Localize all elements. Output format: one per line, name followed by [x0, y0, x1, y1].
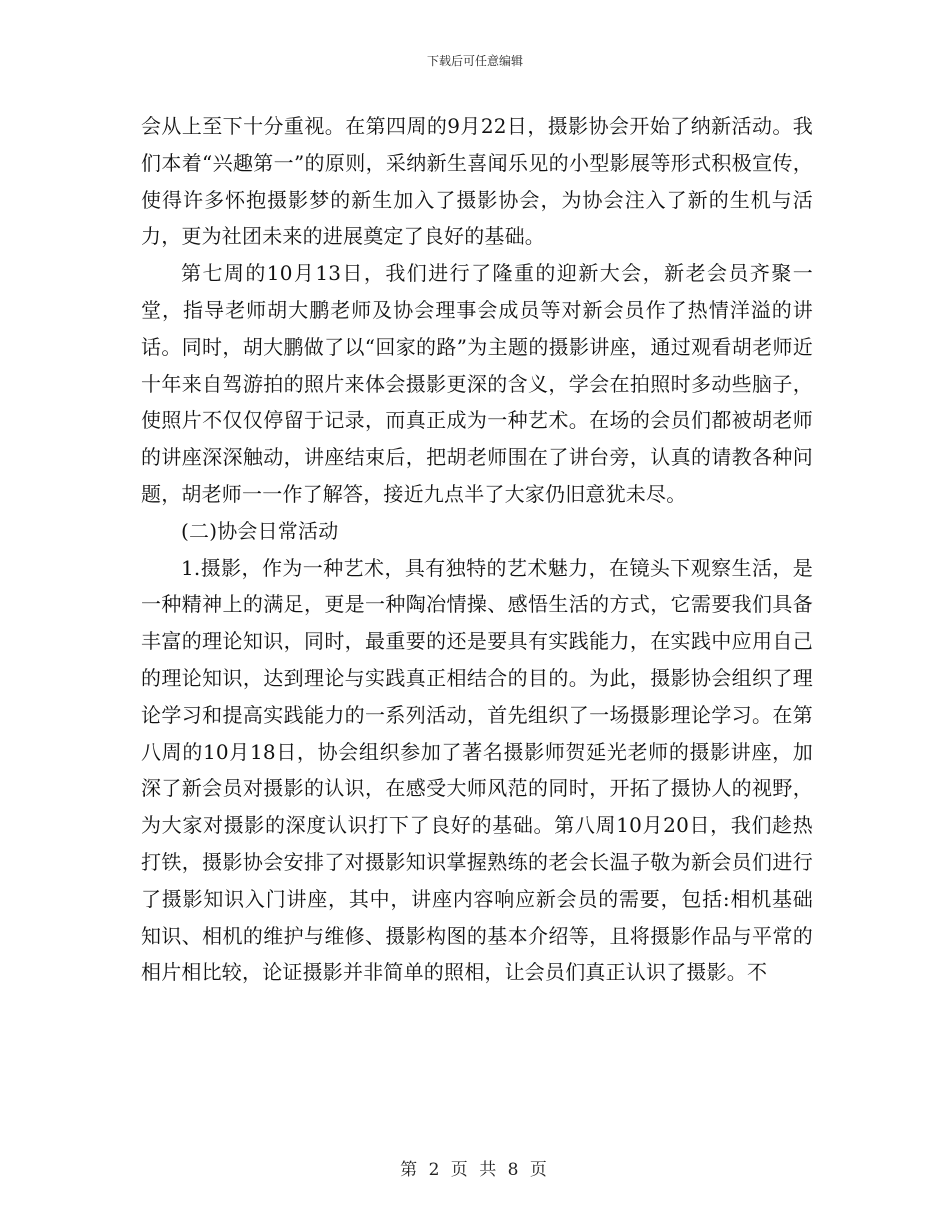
document-body — [141, 108, 813, 991]
section-heading-daily-activities: (二)协会日常活动 — [181, 518, 339, 543]
paragraph-photography-theory: 1.摄影，作为一种艺术，具有独特的艺术魅力，在镜头下观察生活，是一种精神上的满足，更是一种陶冶情操、感悟生活的方式，它需要我们具备丰富的理论知识，同时，最重要的还是要具有实践能力，在实践中应用自己的理论知识，达到理论与实践真正相结合的目的。为此，摄影协会组织了理论学习和提高实践能力的一系列活动，首先组织了一场摄影理论学习。在第八周的10月18日，协会组织参加了著名摄影师贺延光老师的摄影讲座，加深了新会员对摄影的认识，在感受大师风范的同时，开拓了摄协人的视野，为大家对摄影的深度认识打下了良好的基础。第八周10月20日，我们趁热打铁，摄影协会安排了对摄影知识掌握熟练的老会长温子敬为新会员们进行了摄影知识入门讲座，其中，讲座内容响应新会员的需要，包括:相机基础知识、相机的维护与维修、摄影构图的基本介绍等，且将摄影作品与平常的相片相比较，论证摄影并非简单的照相，让会员们真正认识了摄影。不 — [141, 555, 813, 985]
paragraph-recruitment: 会从上至下十分重视。在第四周的9月22日，摄影协会开始了纳新活动。我们本着“兴趣第一”的原则，采纳新生喜闻乐见的小型影展等形式积极宣传，使得许多怀抱摄影梦的新生加入了摄影协会，为协会注入了新的生机与活力，更为社团未来的进展奠定了良好的基础。 — [141, 114, 813, 249]
page-header-note: 下载后可任意编辑 — [426, 54, 523, 68]
page-number-footer: 第 2 页 共 8 页 — [400, 1160, 550, 1180]
paragraph-welcome-meeting: 第七周的10月13日，我们进行了隆重的迎新大会，新老会员齐聚一堂，指导老师胡大鹏老师及协会理事会成员等对新会员作了热情洋溢的讲话。同时，胡大鹏做了以“回家的路”为主题的摄影讲座，通过观看胡老师近十年来自驾游拍的照片来体会摄影更深的含义，学会在拍照时多动些脑子，使照片不仅仅停留于记录，而真正成为一种艺术。在场的会员们都被胡老师的讲座深深触动，讲座结束后，把胡老师围在了讲台旁，认真的请教各种问题，胡老师一一作了解答，接近九点半了大家仍旧意犹未尽。 — [141, 261, 813, 506]
